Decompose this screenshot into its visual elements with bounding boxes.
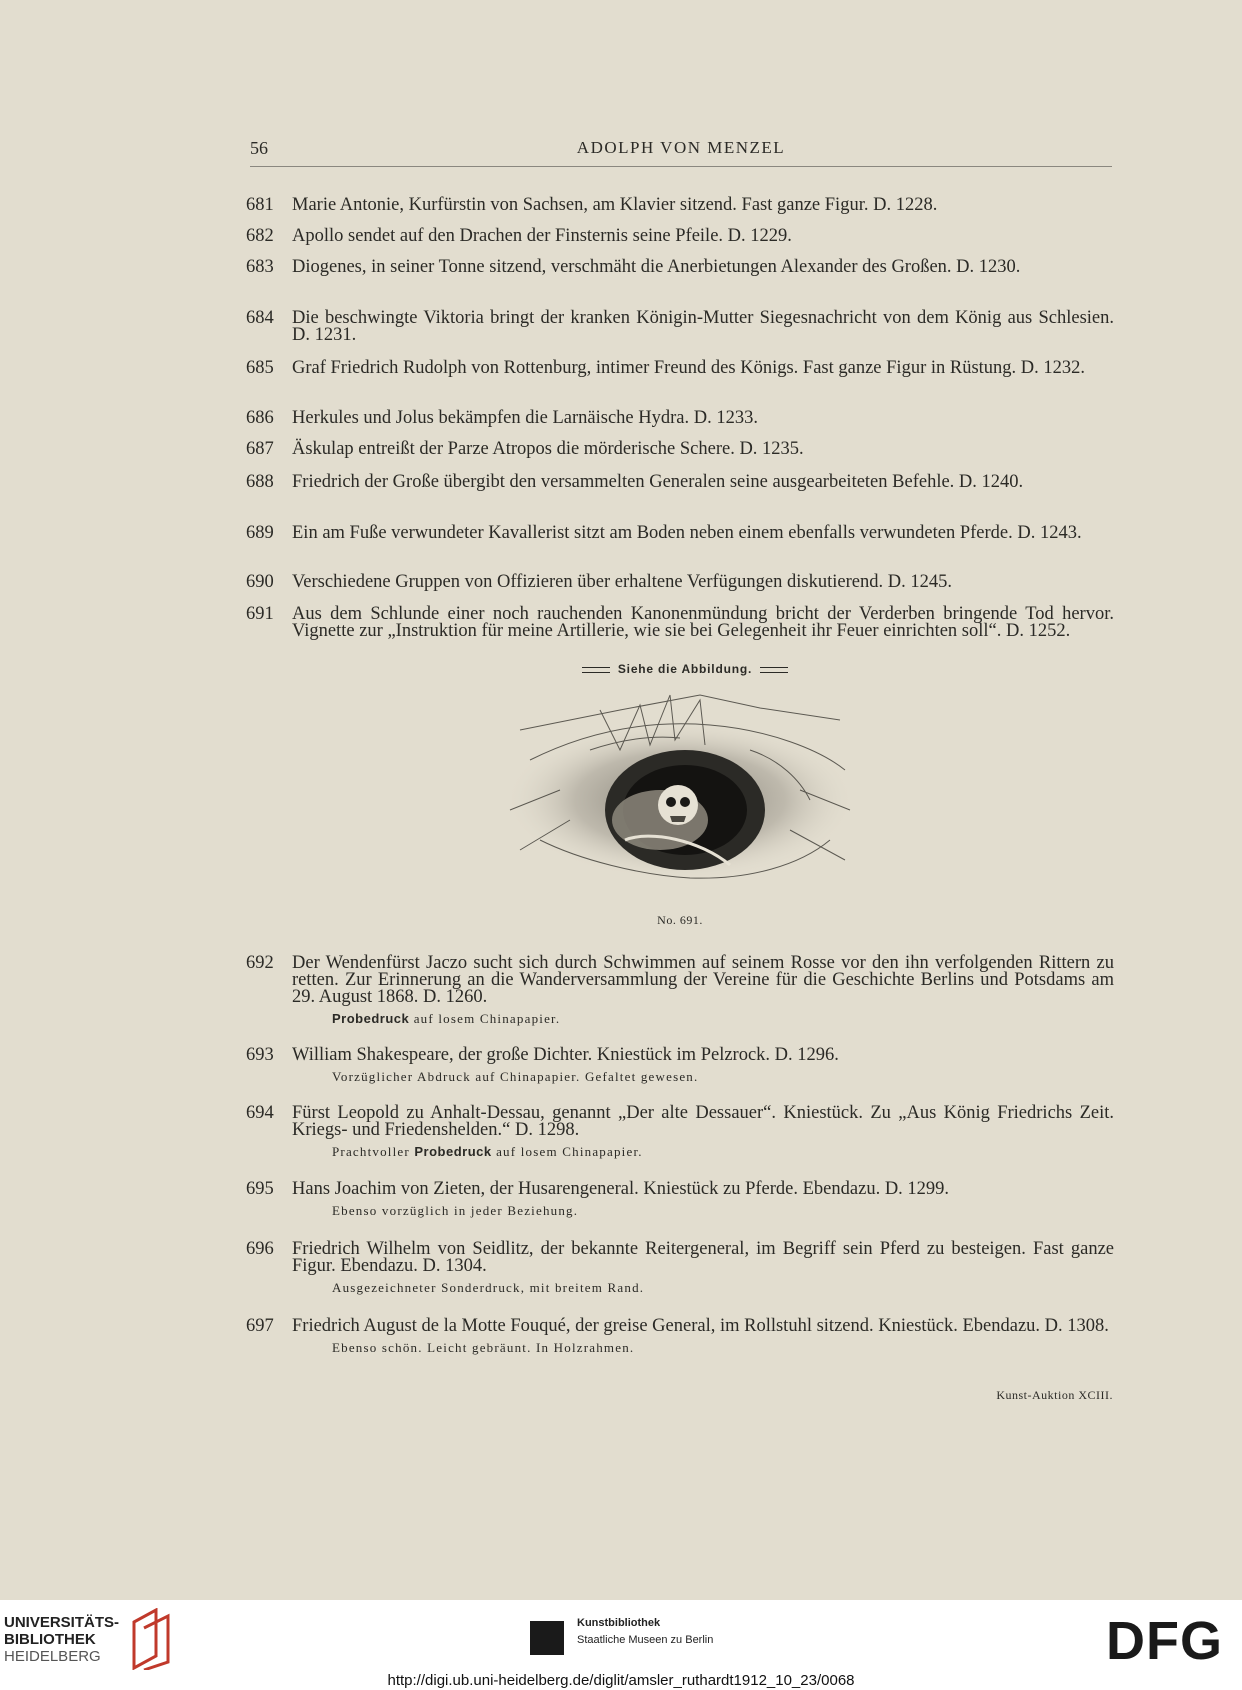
skull-jaw xyxy=(670,816,686,822)
entry-text: Friedrich der Große übergibt den versammelten Generalen seine ausgearbeiteten Befehle. D. 1240. xyxy=(292,472,1024,492)
entry-text: Aus dem Schlunde einer noch rauchenden Kanonenmündung bricht der Verderben bringende Tod hervor. Vignette zur „Instruktion für meine Artillerie, wie sie bei Gelegenheit ihr Feuer einrichten soll“. D. 1252. xyxy=(292,604,1114,641)
double-rule xyxy=(582,667,610,673)
catalog-entry-691 xyxy=(246,606,1114,640)
vignette-illustration xyxy=(500,690,860,910)
catalog-entry-689 xyxy=(246,525,1114,542)
catalog-entry-697 xyxy=(246,1318,1114,1356)
entry-text: Äskulap entreißt der Parze Atropos die mörderische Schere. D. 1235. xyxy=(292,439,804,459)
entry-text: Herkules und Jolus bekämpfen die Larnäische Hydra. D. 1233. xyxy=(292,408,758,428)
note-bold: Probedruck xyxy=(414,1144,492,1159)
entry-text: Verschiedene Gruppen von Offizieren über erhaltene Verfügungen diskutierend. D. 1245. xyxy=(292,572,952,592)
entry-note: Ebenso schön. Leicht gebräunt. In Holzrahmen. xyxy=(332,1340,635,1355)
permalink-url[interactable]: http://digi.ub.uni-heidelberg.de/diglit/amsler_ruthardt1912_10_23/0068 xyxy=(387,1672,855,1689)
entry-text: Der Wendenfürst Jaczo sucht sich durch Schwimmen auf seinem Rosse vor den ihn verfolgenden Rittern zu retten. Zur Erinnerung an die Wanderversammlung der Vereine für die Geschichte Berlins und Potsdams am 29. August 1868. D. 1260. xyxy=(292,953,1114,1007)
ub-line-2: BIBLIOTHEK xyxy=(4,1631,96,1648)
entry-number: 688 xyxy=(246,472,274,492)
entry-number: 693 xyxy=(246,1045,274,1065)
entry-text: Fürst Leopold zu Anhalt-Dessau, genannt „Der alte Dessauer“. Kniestück. Zu „Aus König Friedrichs Zeit. Kriegs- und Friedenshelden.“ D. 1298. xyxy=(292,1103,1114,1140)
note-text: auf losem Chinapapier. xyxy=(409,1011,561,1026)
entry-text: Die beschwingte Viktoria bringt der kranken Königin-Mutter Siegesnachricht von dem König aus Schlesien. D. 1231. xyxy=(292,308,1114,345)
entry-text: Ein am Fuße verwundeter Kavallerist sitzt am Boden neben einem ebenfalls verwundeten Pferde. D. 1243. xyxy=(292,523,1082,543)
entry-number: 690 xyxy=(246,572,274,592)
kb-institution: Staatliche Museen zu Berlin xyxy=(577,1634,714,1646)
double-rule xyxy=(760,667,788,673)
note-bold: Probedruck xyxy=(332,1011,410,1026)
entry-note: Vorzüglicher Abdruck auf Chinapapier. Gefaltet gewesen. xyxy=(332,1069,699,1084)
running-title: ADOLPH VON MENZEL xyxy=(576,138,786,157)
entry-text: Hans Joachim von Zieten, der Husarengeneral. Kniestück zu Pferde. Ebendazu. D. 1299. xyxy=(292,1179,950,1199)
entry-text: Friedrich August de la Motte Fouqué, der greise General, im Rollstuhl sitzend. Kniestück. Ebendazu. D. 1308. xyxy=(292,1316,1109,1336)
catalog-entry-684 xyxy=(246,310,1114,344)
catalog-entry-681 xyxy=(246,197,1114,214)
entry-number: 683 xyxy=(246,257,274,277)
kb-name: Kunstbibliothek xyxy=(577,1617,661,1629)
see-illustration-note xyxy=(560,662,810,676)
entry-note: Ebenso vorzüglich in jeder Beziehung. xyxy=(332,1203,579,1218)
entry-number: 682 xyxy=(246,226,274,246)
entry-number: 689 xyxy=(246,523,274,543)
catalog-entry-683 xyxy=(246,259,1114,276)
entry-number: 684 xyxy=(246,308,274,328)
see-illustration-text: Siehe die Abbildung. xyxy=(617,662,753,676)
entry-number: 697 xyxy=(246,1316,274,1336)
kunstbibliothek-icon xyxy=(530,1621,564,1655)
skull-eye-right xyxy=(680,797,690,807)
entry-number: 691 xyxy=(246,604,274,624)
entry-text: Apollo sendet auf den Drachen der Finsternis seine Pfeile. D. 1229. xyxy=(292,226,792,246)
ub-line-1: UNIVERSITÄTS- xyxy=(4,1614,120,1631)
dfg-logo: DFG xyxy=(1106,1611,1223,1671)
entry-number: 696 xyxy=(246,1239,274,1259)
catalog-entry-695 xyxy=(246,1181,1114,1219)
entry-text: Diogenes, in seiner Tonne sitzend, verschmäht die Anerbietungen Alexander des Großen. D. 1230. xyxy=(292,257,1021,277)
entry-number: 695 xyxy=(246,1179,274,1199)
figure-caption: No. 691. xyxy=(657,913,703,927)
entry-text: Graf Friedrich Rudolph von Rottenburg, intimer Freund des Königs. Fast ganze Figur in Rüstung. D. 1232. xyxy=(292,358,1086,378)
entry-note xyxy=(332,1011,1114,1027)
entry-text: William Shakespeare, der große Dichter. Kniestück im Pelzrock. D. 1296. xyxy=(292,1045,839,1065)
catalog-entry-694 xyxy=(246,1105,1114,1160)
catalog-entry-692 xyxy=(246,955,1114,1027)
ub-line-3: HEIDELBERG xyxy=(4,1648,101,1665)
catalog-entry-686 xyxy=(246,410,1114,427)
catalog-entry-693 xyxy=(246,1047,1114,1085)
note-text: auf losem Chinapapier. xyxy=(491,1144,643,1159)
catalog-entry-696 xyxy=(246,1241,1114,1296)
entry-number: 687 xyxy=(246,439,274,459)
entry-note: Ausgezeichneter Sonderdruck, mit breitem Rand. xyxy=(332,1280,645,1295)
catalog-entry-682 xyxy=(246,228,1114,245)
page-header xyxy=(250,138,1112,167)
catalog-entry-690 xyxy=(246,574,1114,591)
entry-note xyxy=(332,1144,1114,1160)
catalog-entry-687 xyxy=(246,441,1114,458)
page-number: 56 xyxy=(250,138,268,158)
entry-text: Friedrich Wilhelm von Seidlitz, der bekannte Reitergeneral, im Begriff sein Pferd zu besteigen. Fast ganze Figur. Ebendazu. D. 1304. xyxy=(292,1239,1114,1276)
ub-heidelberg-logo-icon xyxy=(128,1608,174,1670)
entry-number: 681 xyxy=(246,195,274,215)
auction-signature: Kunst-Auktion XCIII. xyxy=(996,1388,1113,1402)
catalog-entry-688 xyxy=(246,474,1114,491)
entry-number: 694 xyxy=(246,1103,274,1123)
entry-number: 692 xyxy=(246,953,274,973)
entry-number: 686 xyxy=(246,408,274,428)
entry-text: Marie Antonie, Kurfürstin von Sachsen, am Klavier sitzend. Fast ganze Figur. D. 1228. xyxy=(292,195,938,215)
entry-number: 685 xyxy=(246,358,274,378)
skull-eye-left xyxy=(666,797,676,807)
catalog-entry-685 xyxy=(246,360,1114,377)
note-pre: Prachtvoller xyxy=(332,1144,415,1159)
ub-heidelberg-logo-text xyxy=(4,1614,119,1665)
